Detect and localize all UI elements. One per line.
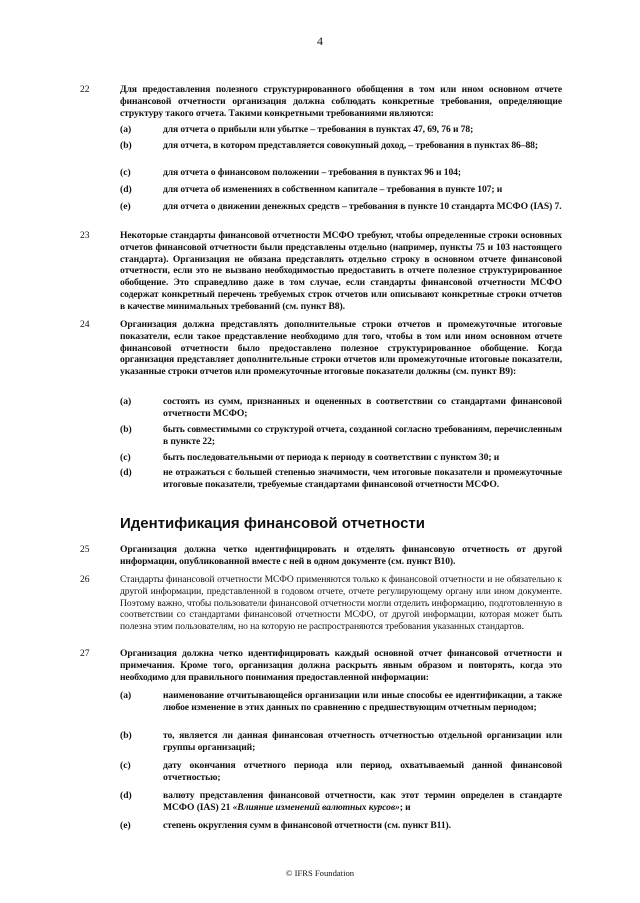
paragraph-text: Организация должна четко идентифицировать и отделять финансовую отчетность от другой информации, опубликованной вместе с ней в одном документе (см. пункт B10). [120, 544, 562, 567]
list-item-label: (c) [120, 760, 131, 771]
list-item-text: наименование отчитывающейся организации или иные способы ее идентификации, а также любое изменение в этих данных по сравнению с предшествующим отчетным периодом; [163, 690, 562, 713]
section-heading: Идентификация финансовой отчетности [120, 515, 425, 532]
list-item-label: (b) [120, 140, 132, 151]
standard-title: «Влияние изменений валютных курсов» [232, 801, 400, 813]
list-item-text: состоять из сумм, признанных и оцененных в соответствии со стандартами финансовой отчетности МСФО; [163, 396, 562, 419]
paragraph-number: 23 [80, 230, 90, 241]
list-item-text: то, является ли данная финансовая отчетность отчетностью отдельной организации или группы организаций; [163, 730, 562, 753]
paragraph-text: Для предоставления полезного структурированного обобщения в том или ином основном отчете финансовой отчетности организация должна соблюдать конкретные требования, определяющие структуру такого отчета. Такими конкретными требованиями являются: [120, 84, 562, 119]
paragraph-text: Некоторые стандарты финансовой отчетности МСФО требуют, чтобы определенные строки основных отчетов финансовой отчетности были представлены отдельно (например, пункты 75 и 103 настоящего стандарта). Организация не обязана представлять отдельно строку в основном отчете финансовой отчетности, если это не вызвано необходимостью предоставить в отчете полезное структурированное обобщение. Это справедливо даже в том случае, если стандарты финансовой отчетности МСФО содержат конкретный перечень требуемых строк отчетов или описывают конкретные строки отчетов в качестве минимальных требований (см. пункт B8). [120, 230, 562, 312]
page-number: 4 [317, 34, 323, 48]
list-item-text: не отражаться с большей степенью значимости, чем итоговые показатели и промежуточные итоговые показатели, требуемые стандартами финансовой отчетности МСФО. [163, 467, 562, 490]
list-item-label: (a) [120, 690, 132, 701]
list-item-text: для отчета о прибыли или убытке – требования в пунктах 47, 69, 76 и 78; [163, 124, 474, 135]
list-item-text-part: валюту представления финансовой отчетности, как этот термин определен в стандарте МСФО (IAS) 21 [163, 790, 562, 813]
list-item-text: для отчета о финансовом положении – требования в пунктах 96 и 104; [163, 167, 461, 178]
list-item-label: (d) [120, 467, 132, 478]
list-item-text: степень округления сумм в финансовой отчетности (см. пункт B11). [163, 820, 451, 831]
paragraph-number: 26 [80, 574, 90, 585]
list-item-text: для отчета о движении денежных средств – требования в пункте 10 стандарта МСФО (IAS) 7. [163, 201, 562, 212]
paragraph-text: Организация должна представлять дополнительные строки отчетов и промежуточные итоговые показатели, если такое представление необходимо для того, чтобы в том или ином основном отчете финансовой отчетности было предоставлено полезное структурированное обобщение. Когда организация представляет дополнительные строки отчетов или промежуточные итоговые показатели, указанные строки отчетов или промежуточные итоговые показатели должны (см. пункт B9): [120, 319, 562, 378]
list-item-text: быть последовательными от периода к периоду в соответствии с пунктом 30; и [163, 452, 500, 463]
paragraph-text: Стандарты финансовой отчетности МСФО применяются только к финансовой отчетности и не обязательно к другой информации, представленной в годовом отчете, отчете регулирующему органу или ином документе. Поэтому важно, чтобы пользователи финансовой отчетности могли отделить информацию, подготовленную в соответствии со стандартами финансовой отчетности МСФО, от другой информации, которая может быть полезна этим пользователям, но на которую не распространяются требования указанных стандартов. [120, 574, 562, 633]
list-item-label: (d) [120, 790, 132, 801]
list-item-label: (b) [120, 424, 132, 435]
list-item-label: (a) [120, 124, 132, 135]
list-item-label: (d) [120, 184, 132, 195]
list-item-label: (e) [120, 820, 131, 831]
footer-copyright: © IFRS Foundation [285, 868, 355, 878]
list-item-text [163, 790, 562, 814]
list-item-text-part: ; и [399, 801, 411, 813]
list-item-label: (e) [120, 201, 131, 212]
list-item-text: дату окончания отчетного периода или период, охватываемый данной финансовой отчетностью; [163, 760, 562, 783]
list-item-text: для отчета, в котором представляется совокупный доход, – требования в пунктах 86–88; [163, 140, 538, 151]
paragraph-number: 27 [80, 648, 90, 659]
paragraph-number: 25 [80, 544, 90, 555]
paragraph-number: 22 [80, 84, 90, 95]
paragraph-text: Организация должна четко идентифицировать каждый основной отчет финансовой отчетности и примечания. Кроме того, организация должна раскрыть явным образом и повторять, когда это необходимо для правильного понимания предоставленной информации: [120, 648, 562, 683]
paragraph-number: 24 [80, 319, 90, 330]
list-item-label: (b) [120, 730, 132, 741]
list-item-label: (c) [120, 452, 131, 463]
list-item-label: (a) [120, 396, 132, 407]
list-item-text: быть совместимыми со структурой отчета, созданной согласно требованиям, перечисленным в пункте 22; [163, 424, 562, 447]
list-item-label: (c) [120, 167, 131, 178]
list-item-text: для отчета об изменениях в собственном капитале – требования в пункте 107; и [163, 184, 503, 195]
